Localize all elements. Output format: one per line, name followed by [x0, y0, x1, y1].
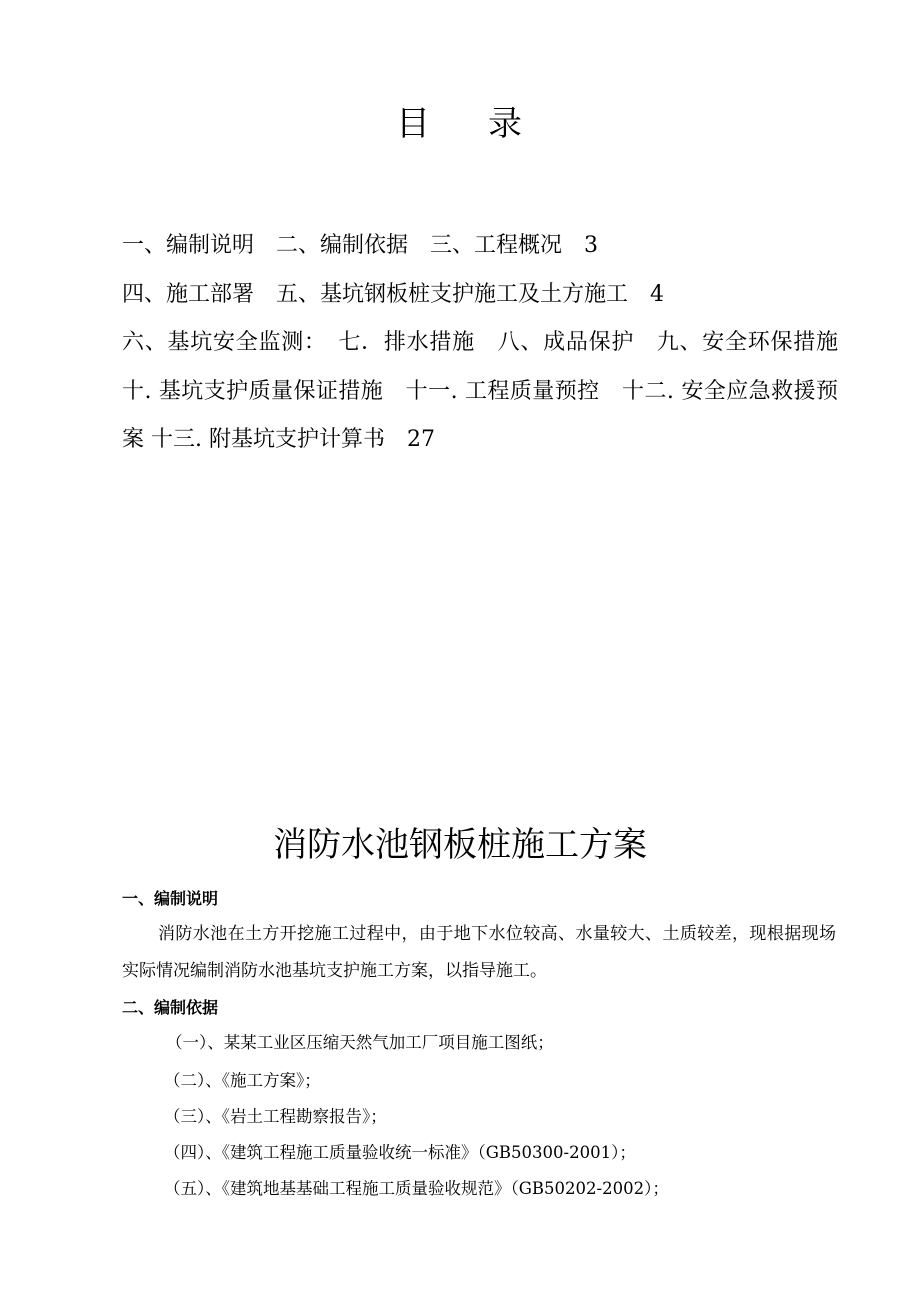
basis-item-5: （五）、《建筑地基基础工程施工质量验收规范》（GB50202-2002）；: [164, 1179, 669, 1198]
toc-body: [122, 222, 838, 465]
toc-entry-line-2[interactable]: 四、施工部署 五、基坑钢板桩支护施工及土方施工 4: [122, 281, 664, 307]
basis-item-1: （一）、某某工业区压缩天然气加工厂项目施工图纸；: [166, 1033, 554, 1052]
toc-title-char-1: 目: [396, 104, 432, 144]
document-title: 消防水池钢板桩施工方案: [273, 825, 647, 865]
section-1-paragraph: 消防水池在土方开挖施工过程中，由于地下水位较高、水量较大、土质较差，现根据现场实际情况编制消防水池基坑支护施工方案，以指导施工。: [122, 924, 836, 981]
basis-item-4: （四）、《建筑工程施工质量验收统一标准》（GB50300-2001）；: [164, 1143, 636, 1162]
toc-entry-line-1[interactable]: 一、编制说明 二、编制依据 三、工程概况 3: [122, 233, 598, 258]
toc-title: [0, 96, 920, 145]
section-heading-2: 二、编制依据: [122, 998, 219, 1017]
basis-item-2: （二）、《施工方案》；: [164, 1071, 321, 1090]
section-heading-1: 一、编制说明: [122, 889, 219, 908]
basis-item-3: （三）、《岩土工程勘察报告》；: [164, 1107, 387, 1126]
toc-entry-line-3[interactable]: 六、基坑安全监测： 七．排水措施 八、成品保护 九、安全环保措施 十. 基坑支护质量保证措施 十一. 工程质量预控 十二. 安全应急救援预案 十三. 附基坑支护计算书 27: [122, 330, 838, 452]
toc-title-char-2: 录: [488, 104, 524, 144]
